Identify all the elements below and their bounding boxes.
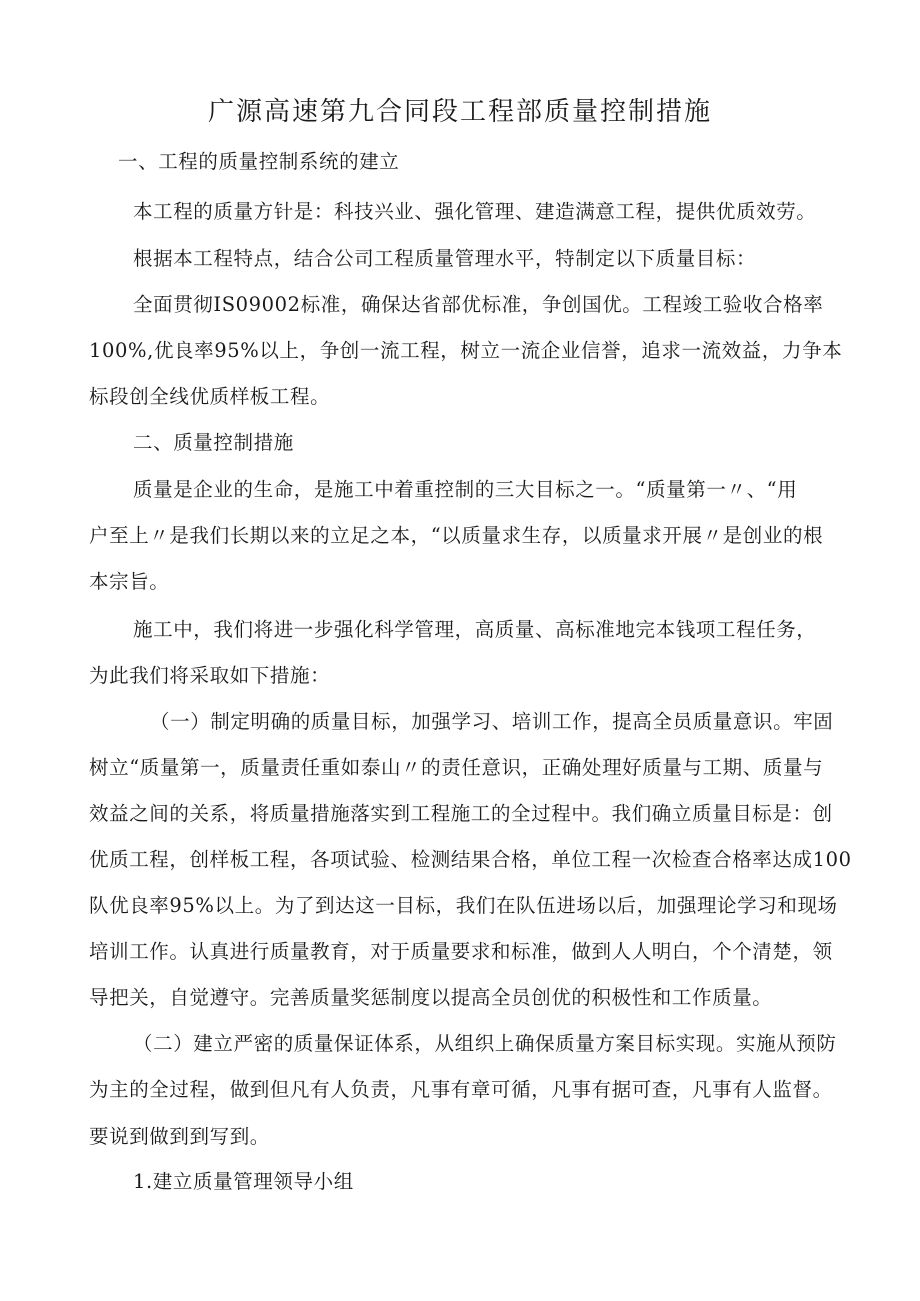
paragraph-line: 施工中，我们将进一步强化科学管理，高质量、高标准地完本钱项工程任务，	[133, 618, 817, 641]
measure-1-line: 导把关，自觉遵守。完善质量奖惩制度以提高全员创优的积极性和工作质量。	[89, 986, 773, 1009]
measure-2-line: 为主的全过程，做到但凡有人负责，凡事有章可循，凡事有据可查，凡事有人监督。	[89, 1078, 833, 1101]
sub-item-heading: 1.建立质量管理领导小组	[133, 1170, 354, 1193]
measure-1-line: 优质工程，创样板工程，各项试验、检测结果合格，单位工程一次检查合格率达成100	[89, 848, 852, 871]
measure-1-line: 培训工作。认真进行质量教育，对于质量要求和标准，做到人人明白，个个清楚，领	[89, 940, 833, 963]
paragraph-line: 户至上〃是我们长期以来的立足之本，“以质量求生存，以质量求开展〃是创业的根	[89, 524, 824, 547]
section-heading-2: 二、质量控制措施	[133, 431, 294, 454]
document-title: 广源高速第九合同段工程部质量控制措施	[207, 97, 712, 127]
measure-1-line: 树立“质量第一，质量责任重如泰山〃的责任意识，正确处理好质量与工期、质量与	[89, 756, 824, 779]
measure-1-line: （一）制定明确的质量目标，加强学习、培训工作，提高全员质量意识。牢固	[150, 710, 834, 733]
measure-2-line: （二）建立严密的质量保证体系，从组织上确保质量方案目标实现。实施从预防	[133, 1032, 837, 1055]
paragraph-line: 质量是企业的生命，是施工中着重控制的三大目标之一。“质量第一〃、“用	[133, 478, 798, 501]
quality-goal-line: 全面贯彻IS09002标准，确保达省部优标准，争创国优。工程竣工验收合格率	[133, 293, 824, 316]
quality-goal-line: 100%,优良率95%以上，争创一流工程，树立一流企业信誉，追求一流效益，力争本	[89, 339, 843, 362]
quality-goal-intro-line: 根据本工程特点，结合公司工程质量管理水平，特制定以下质量目标：	[133, 247, 757, 270]
paragraph-line: 为此我们将采取如下措施：	[89, 664, 331, 687]
measure-1-line: 效益之间的关系，将质量措施落实到工程施工的全过程中。我们确立质量目标是：创	[89, 802, 833, 825]
section-heading-1: 一、工程的质量控制系统的建立	[118, 150, 400, 173]
measure-1-line: 队优良率95%以上。为了到达这一目标，我们在队伍进场以后，加强理论学习和现场	[89, 894, 838, 917]
quality-policy-line: 本工程的质量方针是：科技兴业、强化管理、建造满意工程，提供优质效劳。	[133, 200, 817, 223]
measure-2-line: 要说到做到到写到。	[89, 1125, 270, 1148]
quality-goal-line: 标段创全线优质样板工程。	[89, 385, 331, 408]
paragraph-line: 本宗旨。	[89, 570, 170, 593]
